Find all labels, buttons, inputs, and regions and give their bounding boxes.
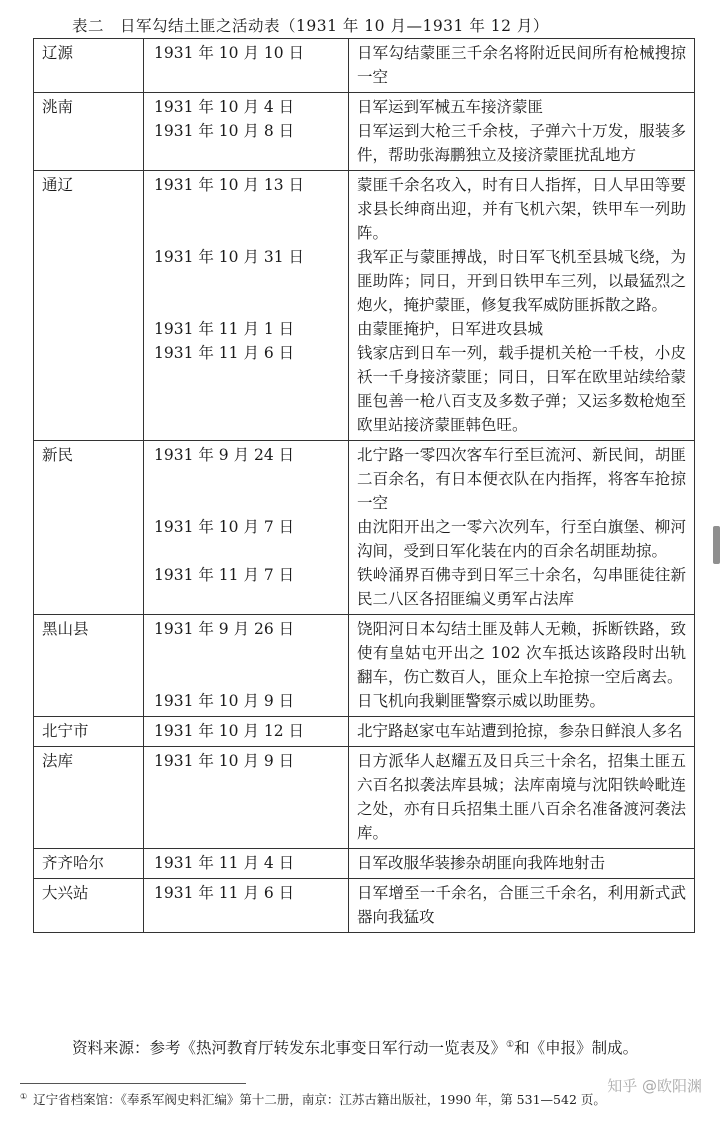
table-row — [34, 171, 695, 441]
event-text: 钱家店到日车一列，载手提机关枪一千枝，小皮袄一千身接济蒙匪；同日，日军在欧里站续给蒙匪包善一枪八百支及多数子弹；又运多数枪炮至欧里站接济蒙匪韩色旺。 — [357, 344, 686, 434]
place-cell: 黑山县 — [34, 615, 144, 717]
event-cell — [349, 441, 695, 615]
date-text: 1931 年 10 月 10 日 — [154, 44, 305, 62]
date-text: 1931 年 11 月 6 日 — [154, 884, 295, 902]
event-text: 日军勾结蒙匪三千余名将附近民间所有枪械搜掠一空 — [357, 44, 686, 86]
footnote-text: 辽宁省档案馆：《奉系军阀史料汇编》第十二册，南京：江苏古籍出版社，1990 年，第 531—542 页。 — [33, 1092, 606, 1107]
date-cell — [144, 615, 349, 717]
event-cell — [349, 879, 695, 933]
event-text: 北宁路一零四次客车行至巨流河、新民间，胡匪二百余名，有日本便衣队在内指挥，将客车抢掠一空 — [357, 446, 686, 512]
table-row — [34, 717, 695, 747]
date-text: 1931 年 11 月 1 日 — [154, 320, 295, 338]
date-text: 1931 年 10 月 4 日 — [154, 98, 295, 116]
date-text: 1931 年 11 月 4 日 — [154, 854, 295, 872]
watermark: 知乎 @欧阳渊 — [607, 1077, 702, 1095]
event-cell — [349, 849, 695, 879]
event-text: 日飞机向我剿匪警察示威以助匪势。 — [357, 692, 606, 710]
event-text: 北宁路赵家屯车站遭到抢掠，参杂日鲜浪人多名 — [357, 722, 683, 740]
date-text: 1931 年 10 月 7 日 — [154, 518, 295, 536]
table-row — [34, 747, 695, 849]
date-cell — [144, 171, 349, 441]
table-row — [34, 615, 695, 717]
date-text: 1931 年 10 月 12 日 — [154, 722, 305, 740]
place-cell: 大兴站 — [34, 879, 144, 933]
date-text: 1931 年 10 月 13 日 — [154, 176, 305, 194]
source-text-end: 和《申报》制成。 — [514, 1039, 639, 1057]
date-cell — [144, 39, 349, 93]
date-text: 1931 年 9 月 26 日 — [154, 620, 295, 638]
event-text: 日军运到大枪三千余枝，子弹六十万发，服装多件，帮助张海鹏独立及接济蒙匪扰乱地方 — [357, 122, 686, 164]
event-text: 日军增至一千余名，合匪三千余名，利用新式武器向我猛攻 — [357, 884, 686, 926]
place-cell: 齐齐哈尔 — [34, 849, 144, 879]
event-cell — [349, 747, 695, 849]
table-row — [34, 879, 695, 933]
event-text: 饶阳河日本勾结土匪及韩人无赖，拆断铁路，致使有皇姑屯开出之 102 次车抵达该路段时出轨翻车，伤亡数百人，匪众上车抢掠一空后离去。 — [357, 620, 686, 686]
table-caption: 表二 日军勾结土匪之活动表（1931 年 10 月—1931 年 12 月） — [72, 17, 549, 35]
date-text: 1931 年 10 月 9 日 — [154, 692, 295, 710]
footnote-divider — [20, 1083, 246, 1084]
event-text: 日军运到军械五车接济蒙匪 — [357, 98, 544, 116]
footnote — [20, 1090, 606, 1108]
date-cell — [144, 849, 349, 879]
event-cell — [349, 93, 695, 171]
footnote-marker: ① — [20, 1091, 28, 1101]
event-text: 日方派华人赵耀五及日兵三十余名，招集土匪五六百名拟袭法库县城；法库南境与沈阳铁岭毗连之处，亦有日兵招集土匪八百余名准备渡河袭法库。 — [357, 752, 686, 842]
place-cell: 洮南 — [34, 93, 144, 171]
date-text: 1931 年 10 月 31 日 — [154, 248, 305, 266]
date-text: 1931 年 10 月 8 日 — [154, 122, 295, 140]
event-text: 由沈阳开出之一零六次列车，行至白旗堡、柳河沟间，受到日军化装在内的百余名胡匪劫掠。 — [357, 518, 686, 560]
place-cell: 新民 — [34, 441, 144, 615]
event-text: 由蒙匪掩护，日军进攻县城 — [357, 320, 544, 338]
scrollbar-thumb[interactable] — [713, 526, 720, 564]
table-row — [34, 849, 695, 879]
source-note — [72, 1036, 638, 1058]
event-cell — [349, 717, 695, 747]
date-cell — [144, 441, 349, 615]
footnote-ref: ① — [506, 1039, 515, 1050]
place-cell: 辽源 — [34, 39, 144, 93]
source-text: 资料来源：参考《热河教育厅转发东北事变日军行动一览表及》 — [72, 1039, 507, 1057]
table-row — [34, 441, 695, 615]
date-cell — [144, 879, 349, 933]
date-text: 1931 年 9 月 24 日 — [154, 446, 295, 464]
activity-table — [33, 38, 695, 933]
place-cell: 法库 — [34, 747, 144, 849]
date-cell — [144, 747, 349, 849]
event-text: 蒙匪千余名攻入，时有日人指挥，日人早田等要求县长绅商出迎，并有飞机六架，铁甲车一列助阵。 — [357, 176, 686, 242]
date-cell — [144, 93, 349, 171]
date-cell — [144, 717, 349, 747]
date-text: 1931 年 11 月 6 日 — [154, 344, 295, 362]
event-text: 我军正与蒙匪搏战，时日军飞机至县城飞绕，为匪助阵；同日，开到日铁甲车三列，以最猛烈之炮火，掩护蒙匪，修复我军威防匪拆散之路。 — [357, 248, 686, 314]
event-cell — [349, 171, 695, 441]
table-row — [34, 39, 695, 93]
table-row — [34, 93, 695, 171]
date-text: 1931 年 11 月 7 日 — [154, 566, 295, 584]
date-text: 1931 年 10 月 9 日 — [154, 752, 295, 770]
event-cell — [349, 615, 695, 717]
place-cell: 通辽 — [34, 171, 144, 441]
event-text: 铁岭涌界百佛寺到日军三十余名，勾串匪徒往新民二八区各招匪编义勇军占法库 — [357, 566, 686, 608]
event-text: 日军改服华装掺杂胡匪向我阵地射击 — [357, 854, 606, 872]
event-cell — [349, 39, 695, 93]
place-cell: 北宁市 — [34, 717, 144, 747]
